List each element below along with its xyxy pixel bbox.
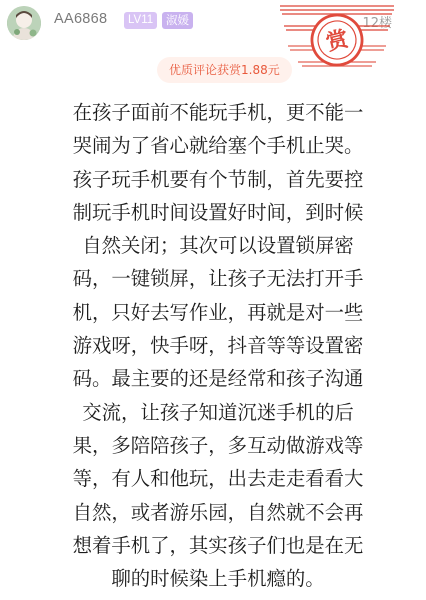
comment-line: 交流，让孩子知道沉迷手机的后 xyxy=(82,400,354,424)
comment-line: 哭闹为了省心就给塞个手机止哭。 xyxy=(72,134,364,158)
comment-body xyxy=(52,96,384,595)
comment-line: 在孩子面前不能玩手机，更不能一 xyxy=(72,101,364,124)
comment-line: 果，多陪陪孩子，多互动做游戏等 xyxy=(72,433,364,457)
comment-line: 自然，或者游乐园，自然就不会再 xyxy=(72,500,364,524)
username[interactable]: AA6868 xyxy=(54,11,108,27)
avatar-portrait-icon xyxy=(7,6,41,40)
comment-line: 机，只好去写作业，再就是对一些 xyxy=(72,300,364,324)
level-badge: LV11 xyxy=(124,12,157,29)
comment-line: 自然关闭；其次可以设置锁屏密 xyxy=(82,234,354,258)
comment-line: 码。最主要的还是经常和孩子沟通 xyxy=(72,367,364,391)
stamp-text: 赏 xyxy=(323,26,352,57)
comment-line: 聊的时候染上手机瘾的。 xyxy=(111,567,325,591)
comment-line: 游戏呀，快手呀，抖音等等设置密 xyxy=(72,334,364,358)
comment-header xyxy=(0,0,426,88)
comment-line: 码，一键锁屏，让孩子无法打开手 xyxy=(72,267,364,291)
floor-number: 12楼 xyxy=(362,16,392,31)
comment-line: 制玩手机时间设置好时间，到时候 xyxy=(72,200,364,224)
comment-line: 想着手机了，其实孩子们也是在无 xyxy=(72,533,364,557)
comment-line: 等，有人和他玩，出去走走看看大 xyxy=(72,467,364,491)
title-badge: 淑媛 xyxy=(162,12,193,29)
comment-line: 孩子玩手机要有个节制，首先要控 xyxy=(72,167,364,191)
user-avatar[interactable] xyxy=(7,6,41,40)
reward-stamp-icon xyxy=(278,0,396,86)
reward-notice: 优质评论获赏1.88元 xyxy=(157,57,292,83)
